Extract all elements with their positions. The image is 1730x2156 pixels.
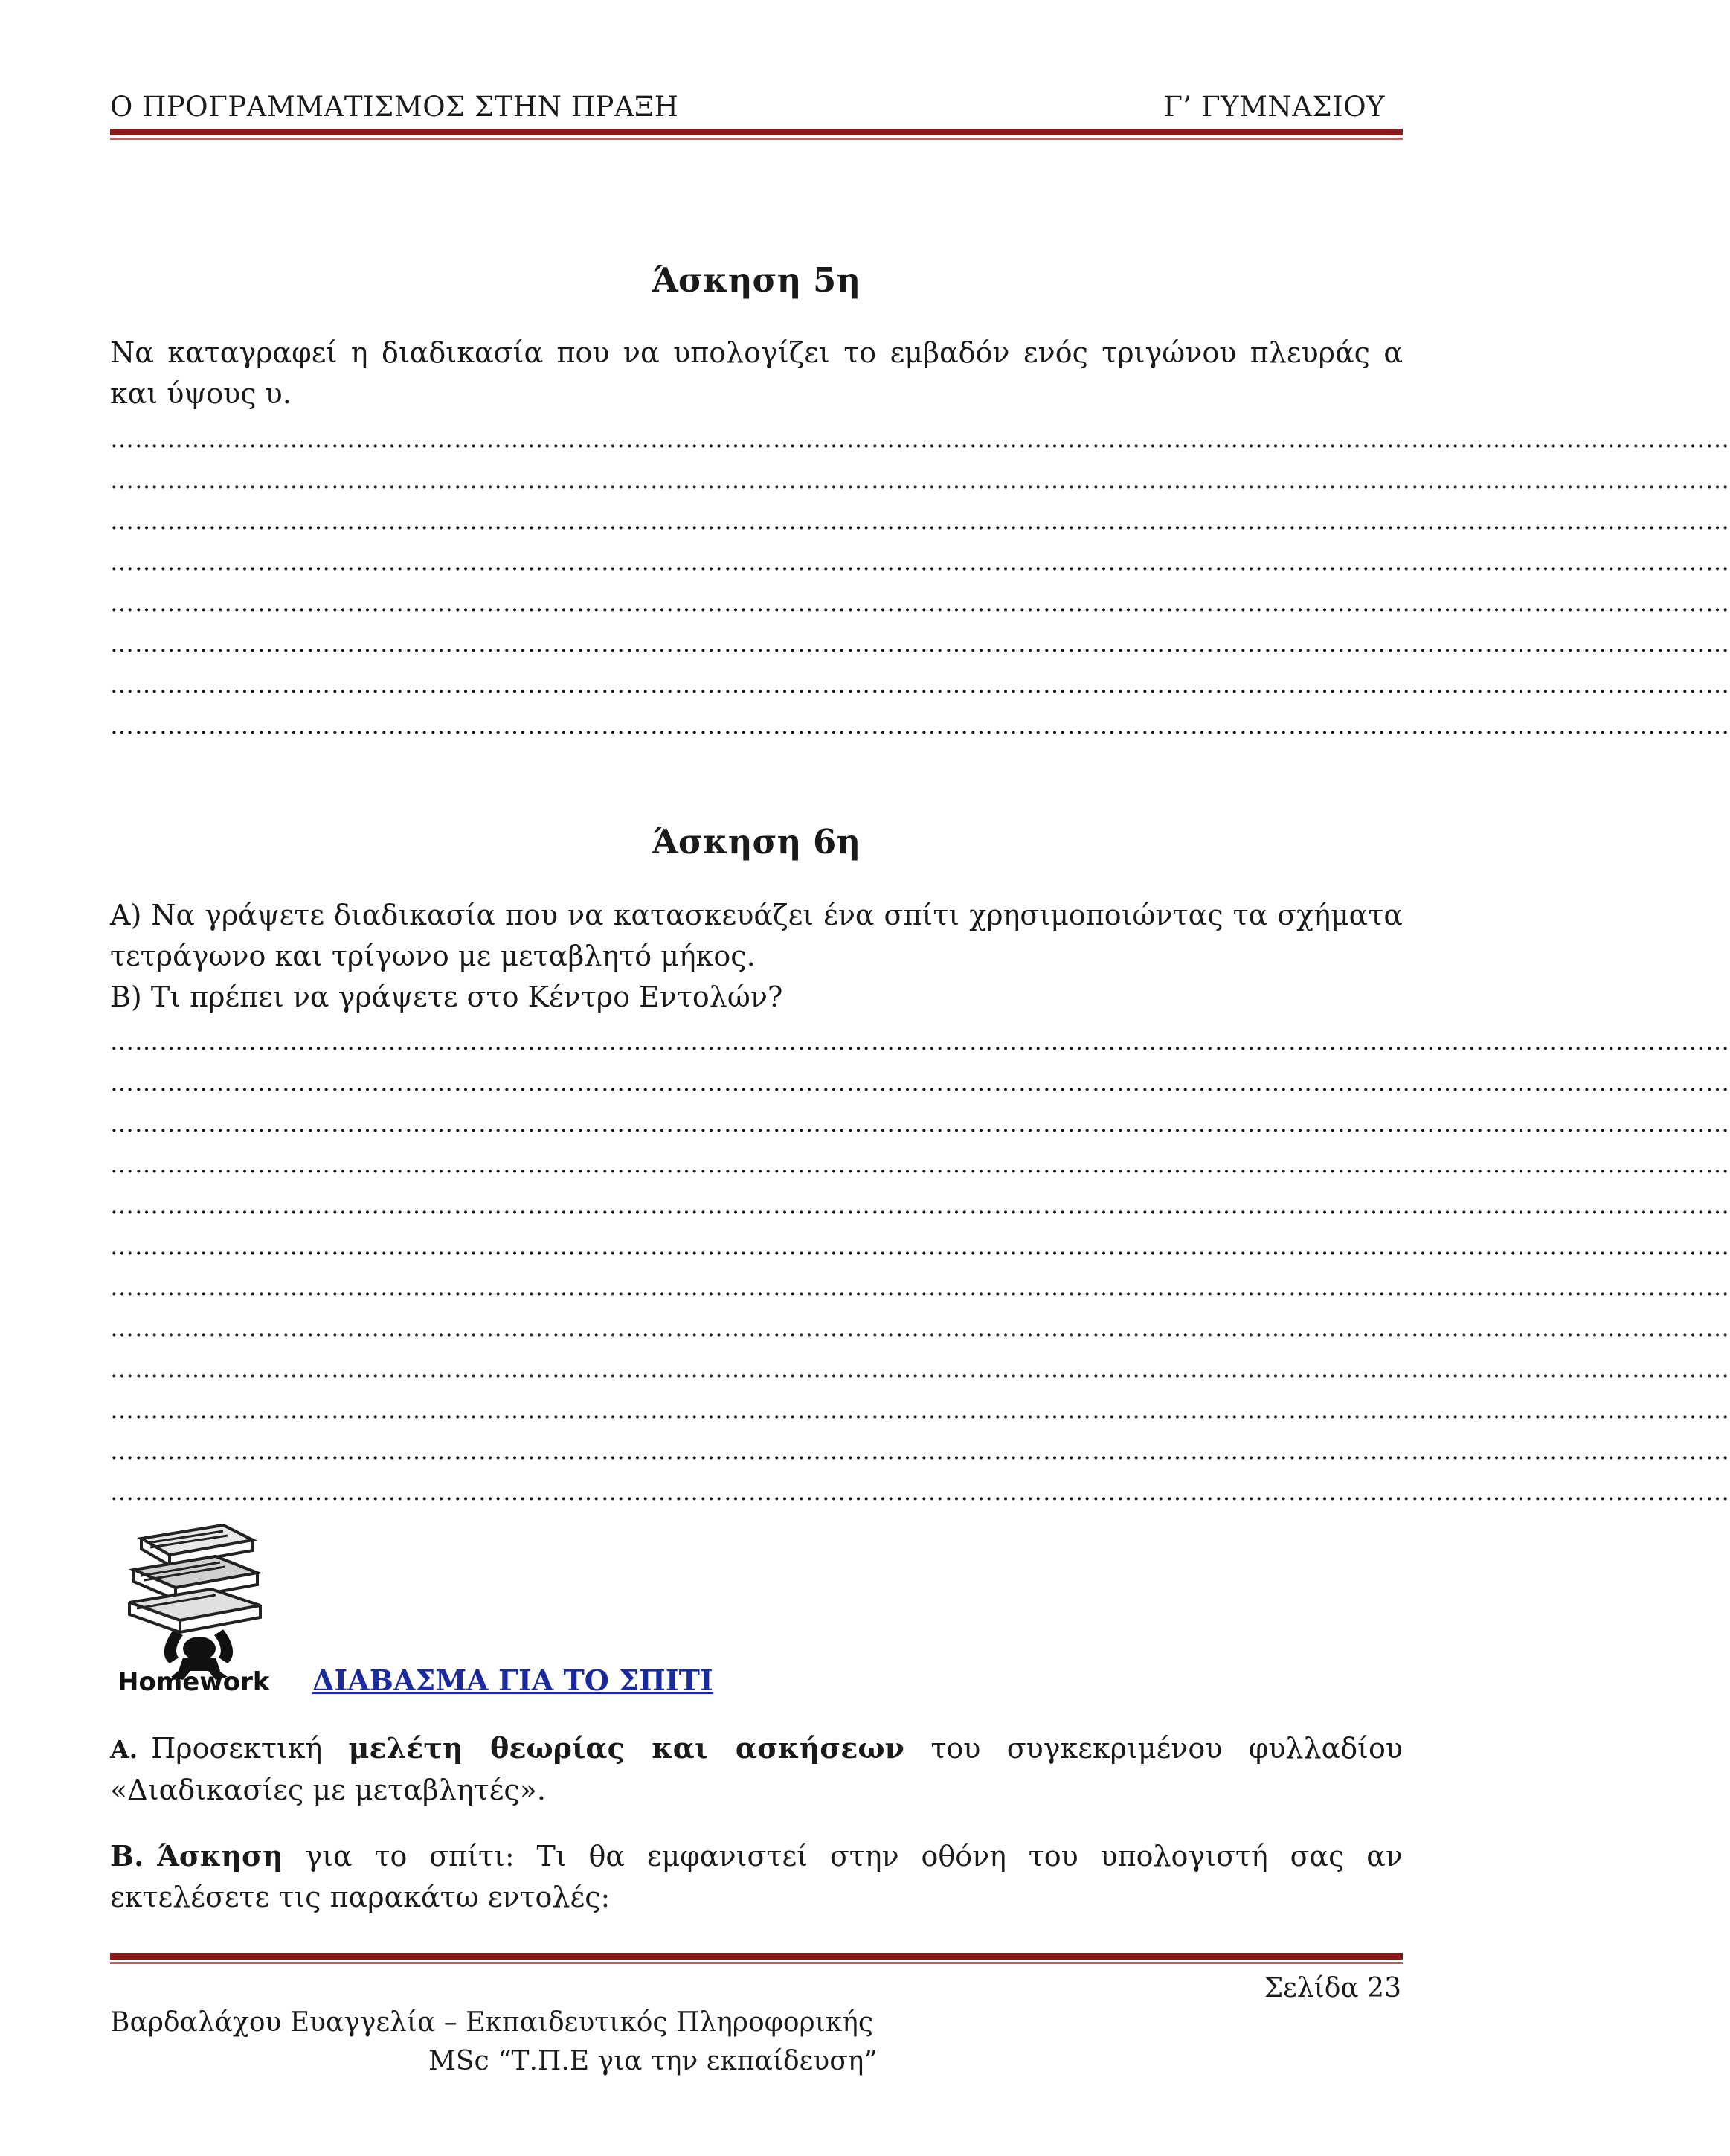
books-figure-icon: [112, 1518, 287, 1696]
exercise-6-text-b: Β) Τι πρέπει να γράψετε στο Κέντρο Εντολών?: [110, 981, 783, 1013]
answer-line: ………………………………………………………………………………………………………………………………………………………………………………: [110, 1109, 1730, 1138]
exercise-5-title: Άσκηση 5η: [652, 260, 861, 300]
answer-line: ………………………………………………………………………………………………………………………………………………………………………………: [110, 1314, 1730, 1342]
answer-line: ………………………………………………………………………………………………………………………………………………………………………………: [110, 711, 1730, 739]
answer-line: ………………………………………………………………………………………………………………………………………………………………………………: [110, 588, 1730, 617]
answer-line: ………………………………………………………………………………………………………………………………………………………………………………: [110, 1027, 1730, 1056]
answer-line: ………………………………………………………………………………………………………………………………………………………………………………: [110, 548, 1730, 576]
header-rule: [110, 129, 1403, 135]
answer-line: ………………………………………………………………………………………………………………………………………………………………………………: [110, 1273, 1730, 1301]
header-title: Ο ΠΡΟΓΡΑΜΜΑΤΙΣΜΟΣ ΣΤΗΝ ΠΡΑΞΗ: [110, 91, 679, 123]
answer-line: ………………………………………………………………………………………………………………………………………………………………………………: [110, 425, 1730, 453]
homework-logo-text: Homework: [118, 1667, 270, 1697]
answer-line: ………………………………………………………………………………………………………………………………………………………………………………: [110, 1437, 1730, 1465]
exercise-5-text: Να καταγραφεί η διαδικασία που να υπολογίζει το εμβαδόν ενός τριγώνου πλευράς α και ύψους υ.: [110, 336, 1403, 410]
answer-line: ………………………………………………………………………………………………………………………………………………………………………………: [110, 1478, 1730, 1506]
answer-line: ………………………………………………………………………………………………………………………………………………………………………………: [110, 1150, 1730, 1178]
homework-item-b: [110, 1835, 1403, 1918]
page-number: Σελίδα 23: [1264, 1973, 1401, 2003]
header-grade: Γ’ ΓΥΜΝΑΣΙΟΥ: [1163, 91, 1385, 123]
homework-item-a: [110, 1727, 1403, 1811]
homework-heading-link[interactable]: ΔΙΑΒΑΣΜΑ ΓΙΑ ΤΟ ΣΠΙΤΙ: [312, 1663, 713, 1697]
exercise-6-text-a: Α) Να γράψετε διαδικασία που να κατασκευάζει ένα σπίτι χρησιμοποιώντας τα σχήματα τετράγωνο και τρίγωνο με μεταβλητό μήκος.: [110, 899, 1403, 972]
answer-line: ………………………………………………………………………………………………………………………………………………………………………………: [110, 1191, 1730, 1219]
item-b-label: Β.: [110, 1839, 144, 1873]
answer-line: ………………………………………………………………………………………………………………………………………………………………………………: [110, 507, 1730, 535]
answer-line: ………………………………………………………………………………………………………………………………………………………………………………: [110, 1232, 1730, 1260]
answer-line: ………………………………………………………………………………………………………………………………………………………………………………: [110, 1396, 1730, 1424]
item-a-text-bold: μελέτη θεωρίας και ασκήσεων: [348, 1731, 904, 1765]
item-b-text-bold: Άσκηση: [157, 1839, 283, 1873]
footer-author: Βαρδαλάχου Ευαγγελία – Εκπαιδευτικός Πληροφορικής: [110, 2007, 874, 2038]
answer-line: ………………………………………………………………………………………………………………………………………………………………………………: [110, 1068, 1730, 1097]
item-a-text-pre: Προσεκτική: [151, 1732, 349, 1765]
item-a-text-post: του συγκεκριμένου φυλλαδίου «Διαδικασίες με μεταβλητές».: [110, 1732, 1403, 1806]
footer-rule: [110, 1953, 1403, 1960]
exercise-6-title: Άσκηση 6η: [652, 822, 861, 862]
footer-degree: MSc “Τ.Π.Ε για την εκπαίδευση”: [428, 2046, 878, 2076]
item-b-text-post: για το σπίτι: Τι θα εμφανιστεί στην οθόνη του υπολογιστή σας αν εκτελέσετε τις παρακάτω εντολές:: [110, 1840, 1403, 1913]
answer-line: ………………………………………………………………………………………………………………………………………………………………………………: [110, 629, 1730, 658]
answer-line: ………………………………………………………………………………………………………………………………………………………………………………: [110, 1355, 1730, 1383]
answer-line: ………………………………………………………………………………………………………………………………………………………………………………: [110, 670, 1730, 699]
homework-clipart: [112, 1518, 287, 1696]
answer-line: ………………………………………………………………………………………………………………………………………………………………………………: [110, 466, 1730, 494]
header-rule-thin: [110, 138, 1403, 140]
footer-rule-thin: [110, 1962, 1403, 1964]
item-a-label: Α.: [110, 1735, 138, 1764]
